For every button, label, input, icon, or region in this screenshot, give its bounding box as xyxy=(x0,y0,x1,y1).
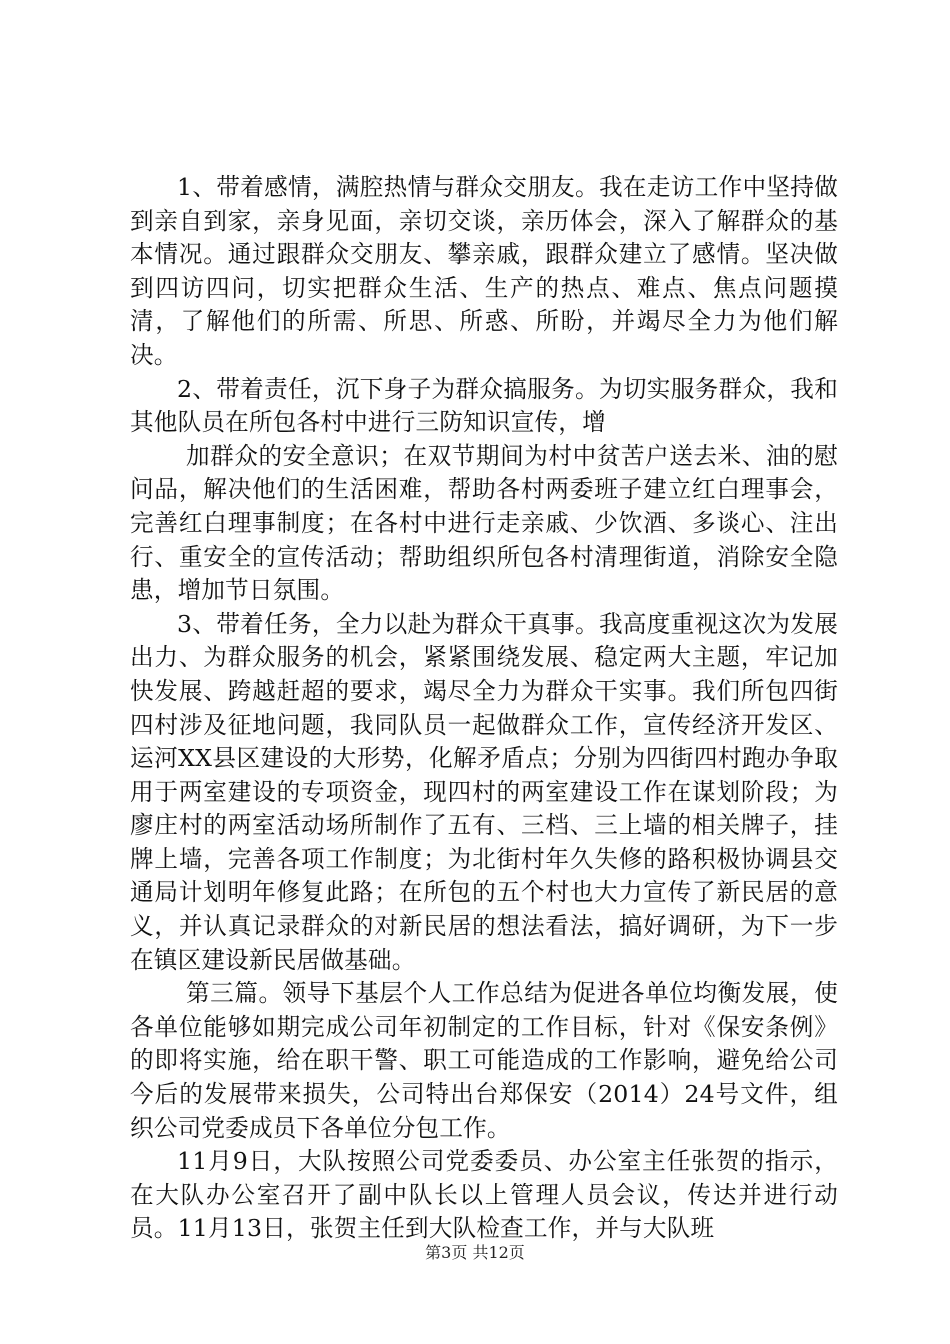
paragraph-1: 1、带着感情，满腔热情与群众交朋友。我在走访工作中坚持做到亲自到家，亲身见面，亲切交谈，亲历体会，深入了解群众的基本情况。通过跟群众交朋友、攀亲戚，跟群众建立了感情。坚决做到四访四问，切实把群众生活、生产的热点、难点、焦点问题摸清，了解他们的所需、所思、所惑、所盼，并竭尽全力为他们解决。 xyxy=(130,173,838,369)
document-body xyxy=(130,171,838,1246)
paragraph-4: 3、带着任务，全力以赴为群众干真事。我高度重视这次为发展出力、为群众服务的机会，紧紧围绕发展、稳定两大主题，牢记加快发展、跨越赶超的要求，竭尽全力为群众干实事。我们所包四街四村涉及征地问题，我同队员一起做群众工作，宣传经济开发区、运河XX县区建设的大形势，化解矛盾点；分别为四街四村跑办争取用于两室建设的专项资金，现四村的两室建设工作在谋划阶段；为廖庄村的两室活动场所制作了五有、三档、三上墙的相关牌子，挂牌上墙，完善各项工作制度；为北街村年久失修的路积极协调县交通局计划明年修复此路；在所包的五个村也大力宣传了新民居的意义，并认真记录群众的对新民居的想法看法，搞好调研，为下一步在镇区建设新民居做基础。 xyxy=(130,609,838,974)
paragraph-6: 11月9日，大队按照公司党委委员、办公室主任张贺的指示，在大队办公室召开了副中队长以上管理人员会议，传达并进行动员。11月13日，张贺主任到大队检查工作，并与大队班 xyxy=(130,1147,838,1243)
paragraph-3: 加群众的安全意识；在双节期间为村中贫苦户送去米、油的慰问品，解决他们的生活困难，帮助各村两委班子建立红白理事会，完善红白理事制度；在各村中进行走亲戚、少饮酒、多谈心、注出行、重安全的宣传活动；帮助组织所包各村清理街道，消除安全隐患，增加节日氛围。 xyxy=(130,441,838,605)
paragraph-2: 2、带着责任，沉下身子为群众搞服务。为切实服务群众，我和其他队员在所包各村中进行三防知识宣传，增 xyxy=(130,374,838,437)
paragraph-5: 第三篇。领导下基层个人工作总结为促进各单位均衡发展，使各单位能够如期完成公司年初制定的工作目标，针对《保安条例》的即将实施，给在职干警、职工可能造成的工作影响，避免给公司今后的发展带来损失，公司特出台郑保安（2014）24号文件，组织公司党委成员下各单位分包工作。 xyxy=(130,979,838,1142)
page-footer: 第3页 共12页 xyxy=(425,1243,525,1262)
